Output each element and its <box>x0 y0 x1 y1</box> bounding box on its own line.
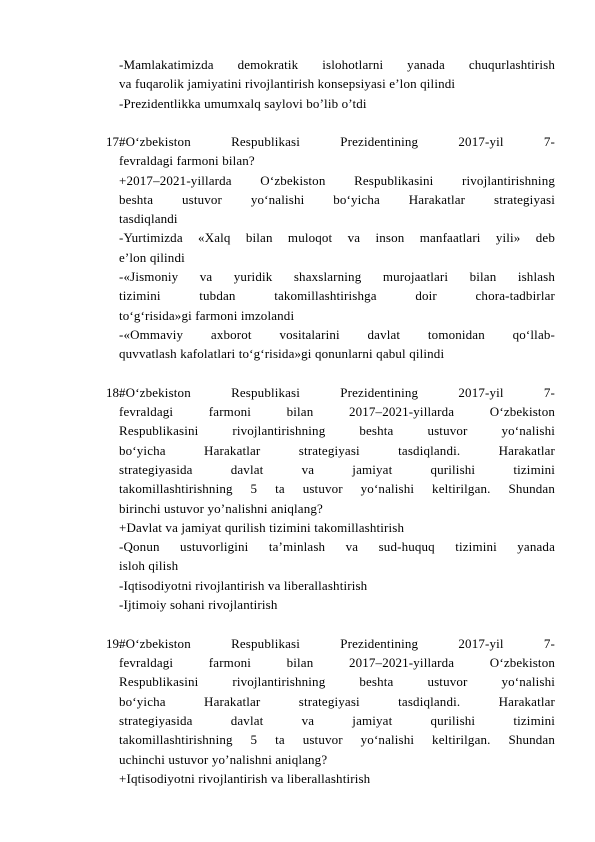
answer-option: -Iqtisodiyotni rivojlantirish va liberallashtirish <box>119 578 368 593</box>
correct-answer: +2017–2021-yillarda O‘zbekiston Respublikasini rivojlantirishning <box>119 173 555 188</box>
question-text: takomillashtirishning 5 ta ustuvor yo‘nalishi keltirilgan. Shundan <box>119 481 555 496</box>
question-text: strategiyasida davlat va jamiyat qurilishi tizimini <box>119 713 555 728</box>
answer-option: -Yurtimizda «Xalq bilan muloqot va inson manfaatlari yili» deb <box>119 230 555 245</box>
answer-option: -«Jismoniy va yuridik shaxslarning murojaatlari bilan ishlash <box>119 269 555 284</box>
question-text: birinchi ustuvor yo’nalishni aniqlang? <box>119 501 323 516</box>
answer-option: -Ijtimoiy sohani rivojlantirish <box>119 597 278 612</box>
question-text: Respublikasini rivojlantirishning beshta ustuvor yo‘nalishi <box>119 423 555 438</box>
answer-option: to‘g‘risida»gi farmoni imzolandi <box>119 308 295 323</box>
answer-option: quvvatlash kafolatlari to‘g‘risida»gi qonunlarni qabul qilindi <box>119 346 445 361</box>
question-text: uchinchi ustuvor yo’nalishni aniqlang? <box>119 752 328 767</box>
answer-option: -Prezidentlikka umumxalq saylovi bo’lib o’tdi <box>119 96 367 111</box>
answer-option: isloh qilish <box>119 558 179 573</box>
question-text: #O‘zbekiston Respublikasi Prezidentining 2017-yil 7- <box>119 636 555 651</box>
question-text: fevraldagi farmoni bilan 2017–2021-yillarda O‘zbekiston <box>119 404 555 419</box>
question-text: bo‘yicha Harakatlar strategiyasi tasdiqlandi. Harakatlar <box>119 443 555 458</box>
correct-answer: +Iqtisodiyotni rivojlantirish va liberallashtirish <box>119 771 371 786</box>
question-text: fevraldagi farmoni bilan 2017–2021-yillarda O‘zbekiston <box>119 655 555 670</box>
answer-option: -Qonun ustuvorligini ta’minlash va sud-huquq tizimini yanada <box>119 539 555 554</box>
question-text: #O‘zbekiston Respublikasi Prezidentining 2017-yil 7- <box>119 385 555 400</box>
correct-answer: +Davlat va jamiyat qurilish tizimini takomillashtirish <box>119 520 405 535</box>
answer-option: e’lon qilindi <box>119 250 185 265</box>
question-text: fevraldagi farmoni bilan? <box>119 153 255 168</box>
answer-option: -Mamlakatimizda demokratik islohotlarni yanada chuqurlashtirish <box>119 57 555 72</box>
question-text: #O‘zbekiston Respublikasi Prezidentining 2017-yil 7- <box>119 134 555 149</box>
answer-option: tizimini tubdan takomillashtirishga doir chora-tadbirlar <box>119 288 555 303</box>
question-text: Respublikasini rivojlantirishning beshta ustuvor yo‘nalishi <box>119 674 555 689</box>
question-text: strategiyasida davlat va jamiyat qurilishi tizimini <box>119 462 555 477</box>
correct-answer: tasdiqlandi <box>119 211 178 226</box>
correct-answer: beshta ustuvor yo‘nalishi bo‘yicha Harakatlar strategiyasi <box>119 192 555 207</box>
question-number: 17. <box>106 134 123 149</box>
question-text: bo‘yicha Harakatlar strategiyasi tasdiqlandi. Harakatlar <box>119 694 555 709</box>
answer-option: -«Ommaviy axborot vositalarini davlat tomonidan qo‘llab- <box>119 327 555 342</box>
question-number: 18. <box>106 385 123 400</box>
question-text: takomillashtirishning 5 ta ustuvor yo‘nalishi keltirilgan. Shundan <box>119 732 555 747</box>
answer-option-continuation: va fuqarolik jamiyatini rivojlantirish konsepsiyasi e’lon qilindi <box>119 76 456 91</box>
question-number: 19. <box>106 636 123 651</box>
